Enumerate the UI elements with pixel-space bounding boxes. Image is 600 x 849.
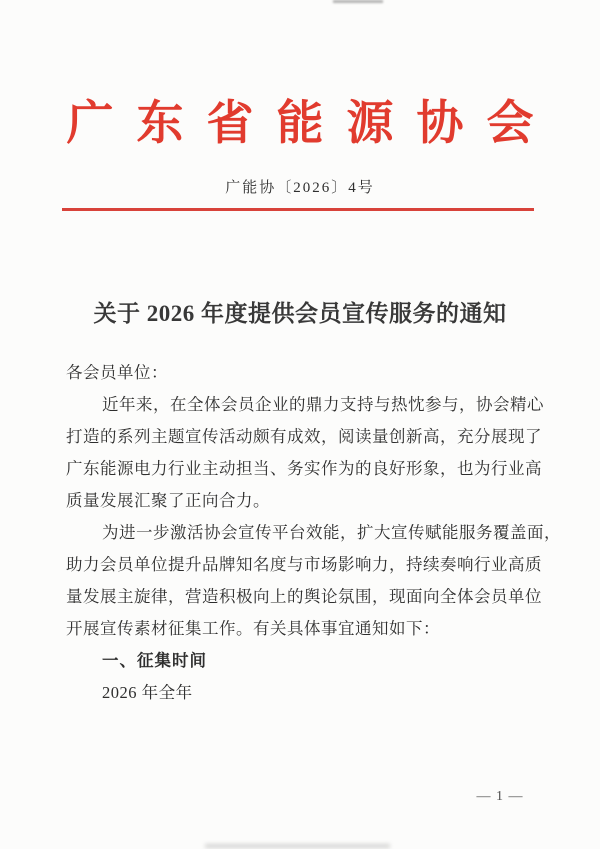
section-date: 2026 年全年	[102, 683, 193, 702]
org-name-header: 广东省能源协会	[66, 98, 557, 150]
document-title: 关于 2026 年度提供会员宣传服务的通知	[93, 301, 507, 326]
body-line: 广东能源电力行业主动担当、务实作为的良好形象，也为行业高	[66, 459, 542, 478]
body-line: 量发展主旋律，营造积极向上的舆论氛围，现面向全体会员单位	[66, 587, 542, 606]
body-line: 为进一步激活协会宣传平台效能，扩大宣传赋能服务覆盖面，	[102, 523, 561, 542]
body-line: 质量发展汇聚了正向合力。	[66, 491, 270, 510]
salutation: 各会员单位：	[66, 363, 168, 382]
body-line: 助力会员单位提升品牌知名度与市场影响力，持续奏响行业高质	[66, 555, 542, 574]
body-line: 打造的系列主题宣传活动颇有成效，阅读量创新高，充分展现了	[66, 427, 542, 446]
section-heading: 一、征集时间	[102, 652, 207, 670]
page-number: — 1 —	[476, 789, 524, 804]
scan-artifact-top	[333, 0, 383, 3]
body-line: 近年来，在全体会员企业的鼎力支持与热忱参与，协会精心	[102, 395, 544, 414]
red-divider-line	[62, 208, 534, 211]
doc-number: 广能协〔2026〕4号	[225, 180, 375, 196]
scan-artifact-bottom	[205, 844, 390, 848]
document-body	[66, 357, 561, 709]
body-line: 开展宣传素材征集工作。有关具体事宜通知如下：	[66, 619, 440, 638]
